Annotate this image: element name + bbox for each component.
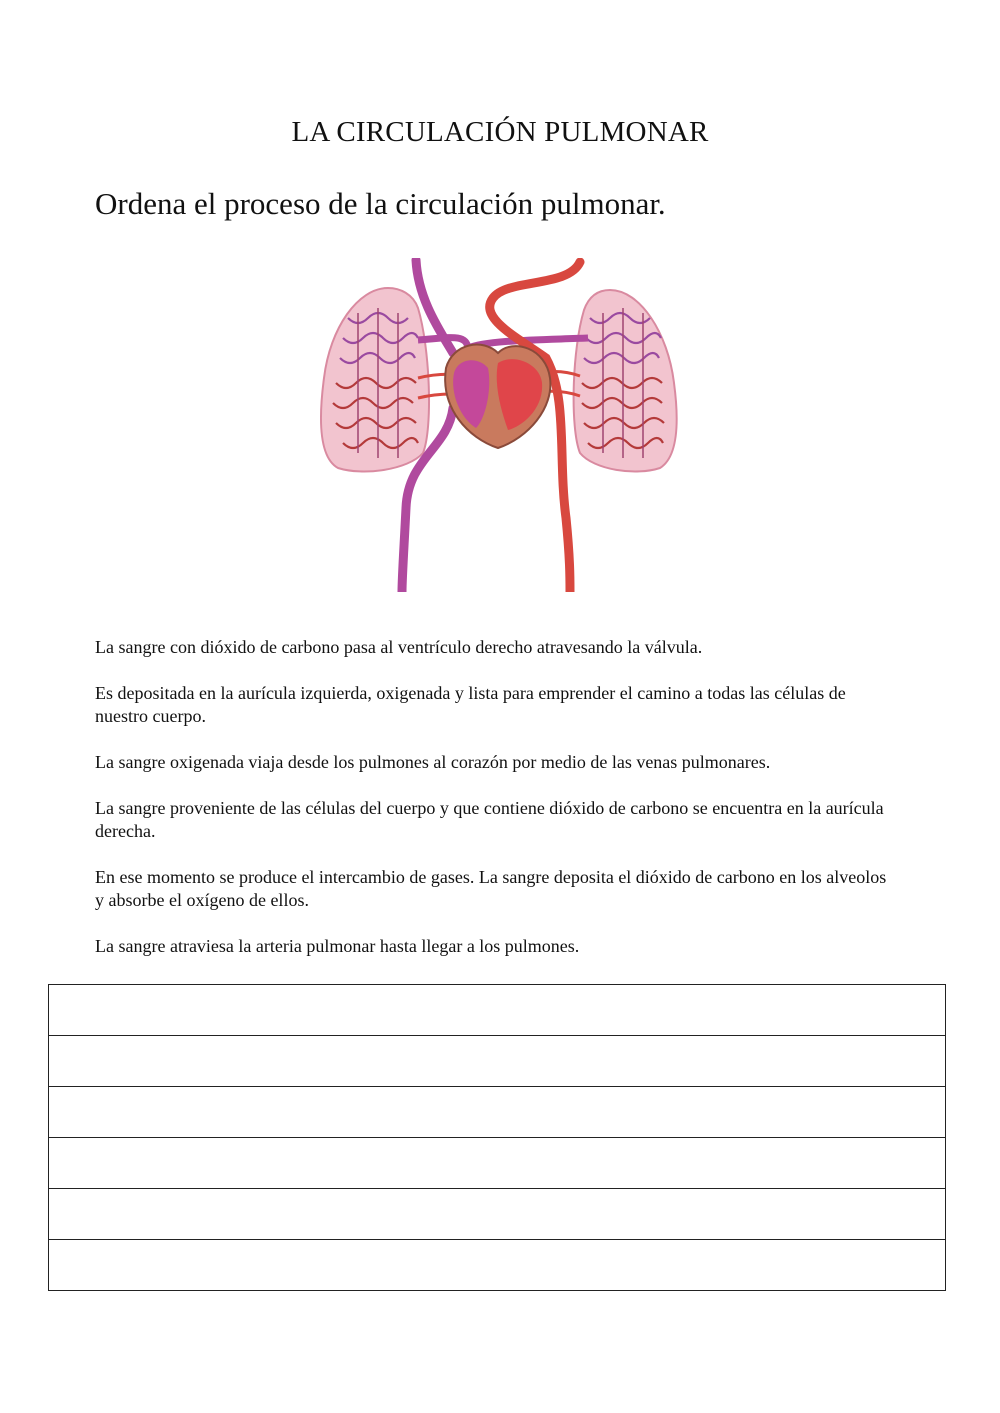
answer-table bbox=[48, 984, 946, 1291]
answer-row[interactable] bbox=[49, 1087, 945, 1138]
statement-item[interactable]: Es depositada en la aurícula izquierda, oxigenada y lista para emprender el camino a todas las células de nuestro cuerpo. bbox=[95, 683, 846, 726]
pulmonary-circulation-illustration bbox=[318, 258, 684, 592]
statement-item[interactable]: La sangre proveniente de las células del cuerpo y que contiene dióxido de carbono se encuentra en la aurícula derecha. bbox=[95, 798, 884, 841]
statement-item[interactable]: La sangre atraviesa la arteria pulmonar hasta llegar a los pulmones. bbox=[95, 936, 580, 956]
statement-item[interactable]: En ese momento se produce el intercambio de gases. La sangre deposita el dióxido de carbono en los alveolos y absorbe el oxígeno de ellos. bbox=[95, 867, 887, 910]
answer-row[interactable] bbox=[49, 1036, 945, 1087]
answer-row[interactable] bbox=[49, 1240, 945, 1290]
statement-list bbox=[95, 636, 895, 981]
answer-row[interactable] bbox=[49, 985, 945, 1036]
statement-item[interactable]: La sangre oxigenada viaja desde los pulmones al corazón por medio de las venas pulmonares. bbox=[95, 752, 771, 772]
answer-row[interactable] bbox=[49, 1138, 945, 1189]
page-title: LA CIRCULACIÓN PULMONAR bbox=[291, 116, 709, 148]
answer-row[interactable] bbox=[49, 1189, 945, 1240]
instruction-heading: Ordena el proceso de la circulación pulmonar. bbox=[95, 186, 666, 221]
statement-item[interactable]: La sangre con dióxido de carbono pasa al ventrículo derecho atravesando la válvula. bbox=[95, 637, 703, 657]
